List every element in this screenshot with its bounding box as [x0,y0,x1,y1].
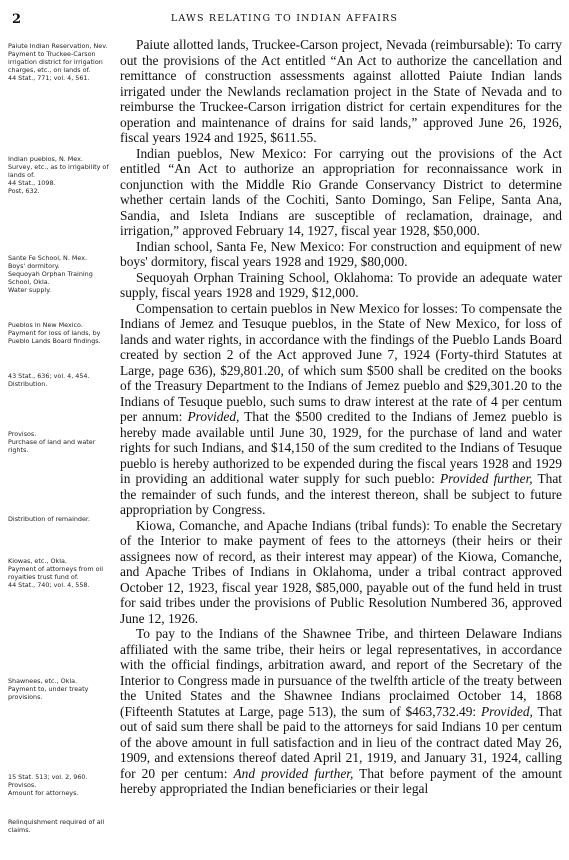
margin-note: Shawnees, etc., Okla. Payment to, under treaty provisions. [8,677,89,701]
text-run: To pay to the Indians of the Shawnee Tribe, and thirteen Delaware Indians affiliated with the same tribe, their heirs or legal representatives, in accordance with the official findings, arbitration award, and report of the Secretary of the Interior to Congress made in pursuance of the twelfth article of the treaty between the United States and the Shawnee Indians proclaimed October 14, 1868 (Fifteenth Statutes at Large, page 513), the sum of $463,732.49: [120,626,562,719]
body-text [120,37,562,797]
text-run: That before payment of the amount hereby appropriated the Indian beneficiaries or their legal [120,765,562,796]
proviso-label: Provided, [480,703,533,719]
margin-note: 15 Stat. 513; vol. 2, 960. Provisos. Amount for attorneys. [8,773,88,797]
page-header [12,12,557,30]
margin-note: Paiute Indian Reservation, Nev. Payment to Truckee-Carson irrigation district for irrigation charges, etc., on lands of. 44 Stat., 771; vol. 4, 561. [8,42,108,82]
paragraph-pueblo-compensation [120,301,562,518]
paragraph-kiowa: Kiowa, Comanche, and Apache Indians (tribal funds): To enable the Secretary of the Interior to make payment of fees to the attorneys (their heirs or their assignees now of record, as their interest may appear) of the Kiowa, Comanche, and Apache Tribes of Indians in Oklahoma, under a tribal contract approved October 12, 1923, fiscal year 1928, $85,000, payable out of the fund held in trust for said tribes under the provisions of Public Resolution Numbered 36, approved June 12, 1926. [120,517,562,626]
text-run: That the remainder of such funds, and the interest thereon, shall be subject to future appropriation by Congress. [120,471,562,517]
margin-note: Pueblos in New Mexico. Payment for loss of lands, by Pueblo Lands Board findings. [8,321,101,345]
page-number: 2 [12,12,22,27]
margin-note: Indian pueblos, N. Mex. Survey, etc., as to irrigability of lands of. 44 Stat., 1098. Post, 632. [8,155,109,195]
paragraph-shawnee [120,626,562,797]
text-run: Compensation to certain pueblos in New Mexico for losses: To compensate the Indians of Jemez and Tesuque pueblos, in the State of New Mexico, for loss of lands and water rights, in accordance with the findings of the Pueblo Lands Board created by section 2 of the Act approved June 7, 1924 (Forty-third Statutes at Large, page 636), $29,801.20, of which sum $500 shall be credited on the books of the Treasury Department to the Indians of Jemez pueblo and $29,301.20 to the Indians of Tesuque pueblo, such sums to draw interest at the rate of 4 per centum per annum: [120,300,562,424]
margin-note: Relinquishment required of all claims. [8,818,105,834]
margin-note: Sante Fe School, N. Mex. Boys' dormitory. Sequoyah Orphan Training School, Okla. Water supply. [8,254,93,294]
text-run: That the $500 credited to the Indians of Jemez pueblo is hereby made available until June 30, 1929, for the purchase of land and water rights for such Indians, and $14,150 of the sum credited to the Indians of Tesuque pueblo is hereby authorized to be expended during the fiscal years 1928 and 1929 in providing an additional water supply for such pueblo: [120,409,562,486]
running-head: LAWS RELATING TO INDIAN AFFAIRS [170,13,399,24]
proviso-label: And provided further, [233,765,354,781]
proviso-label: Provided further, [439,471,533,486]
margin-note: Provisos. Purchase of land and water rights. [8,430,96,454]
paragraph-sequoyah: Sequoyah Orphan Training School, Oklahoma: To provide an adequate water supply, fiscal years 1928 and 1929, $12,000. [120,269,562,300]
margin-note: 43 Stat., 636; vol. 4, 454. Distribution. [8,372,90,388]
text-run: That out of said sum there shall be paid to the attorneys for said Indians 10 per centum of the above amount in full satisfaction and in lieu of the contract dated May 26, 1909, and extensions thereof dated April 21, 1919, and January 31, 1924, calling for 20 per centum: [120,703,562,781]
proviso-label: Provided, [187,409,240,424]
margin-note: Kiowas, etc., Okla. Payment of attorneys from oil royalties trust fund of. 44 Stat., 740; vol. 4, 558. [8,557,104,589]
paragraph-santa-fe-school: Indian school, Santa Fe, New Mexico: For construction and equipment of new boys' dormitory, fiscal years 1928 and 1929, $80,000. [120,238,562,269]
paragraph-indian-pueblos: Indian pueblos, New Mexico: For carrying out the provisions of the Act entitled “An Act to authorize an appropriation for reconnaissance work in conjunction with the Middle Rio Grande Conservancy District to determine whether certain lands of the Cochiti, Santo Domingo, San Felipe, Santa Ana, Sandia, and Isleta Indians are susceptible of reclamation, drainage, and irrigation,” approved February 14, 1927, fiscal year 1928, $50,000. [120,145,562,238]
margin-note: Distribution of remainder. [8,515,90,523]
paragraph-paiute: Paiute allotted lands, Truckee-Carson project, Nevada (reimbursable): To carry out the provisions of the Act entitled “An Act to authorize the cancellation and remittance of construction assessments against allotted Paiute Indian lands irrigated under the Newlands reclamation project in the State of Nevada and to reimburse the Truckee-Carson irrigation district for certain expenditures for the operation and maintenance of drains for said lands,” approved June 26, 1926, fiscal years 1924 and 1925, $611.55. [120,37,562,145]
